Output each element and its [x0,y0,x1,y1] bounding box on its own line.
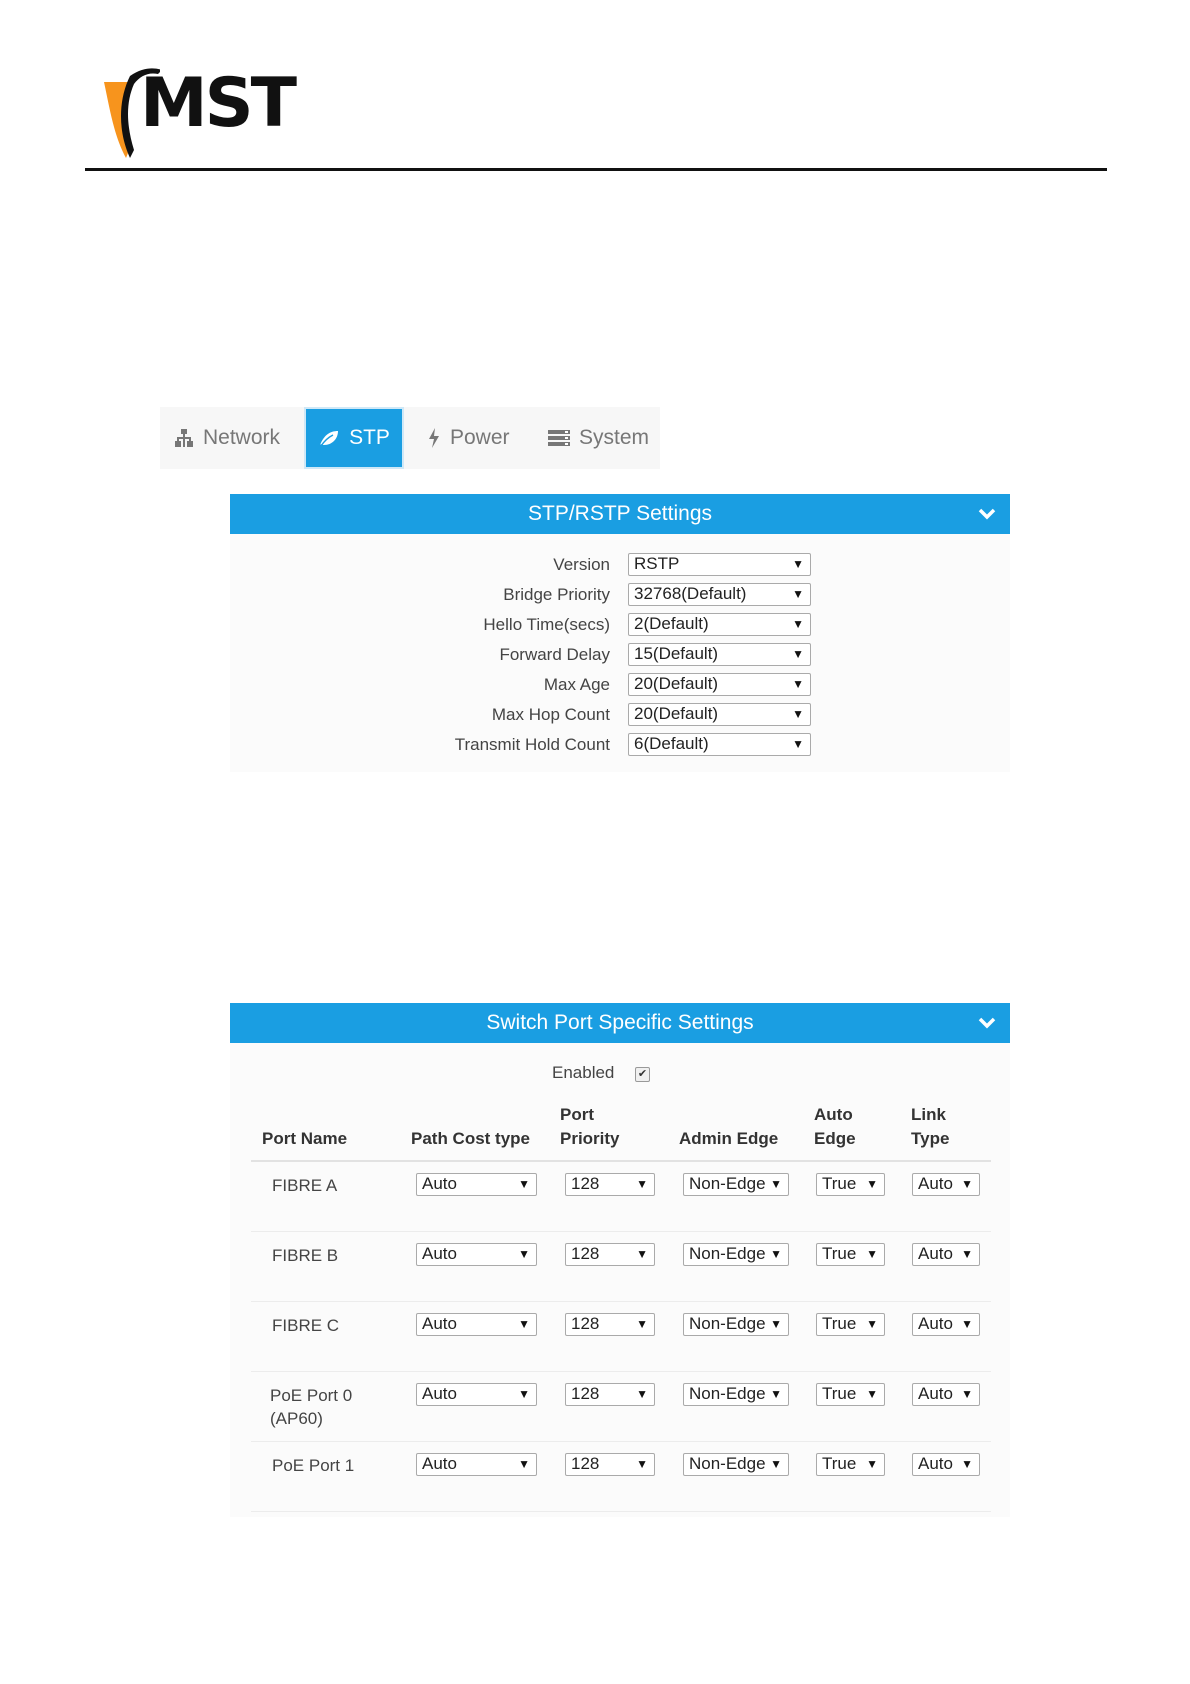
chevron-down-icon[interactable] [978,505,996,523]
dropdown-arrow-icon: ▼ [792,647,804,661]
tab-stp[interactable] [304,407,404,469]
setting-label: Forward Delay [499,645,610,664]
auto-edge-select[interactable]: True ▼ [816,1453,885,1476]
stp-settings-header[interactable] [230,494,1010,534]
dropdown-arrow-icon: ▼ [518,1387,530,1401]
dropdown-arrow-icon: ▼ [518,1247,530,1261]
col-header-admin-edge: Admin Edge [679,1129,779,1148]
tab-bar [160,407,660,469]
dropdown-arrow-icon: ▼ [866,1247,878,1261]
port-priority-select[interactable]: 128 ▼ [565,1313,655,1336]
auto-edge-select[interactable]: True ▼ [816,1383,885,1406]
col-header-auto-edge [814,1103,856,1151]
dropdown-arrow-icon: ▼ [636,1247,648,1261]
switch-port-settings-title: Switch Port Specific Settings [486,1011,754,1034]
stp-settings-body [230,534,1010,772]
port-name: PoE Port 0 (AP60) [270,1386,353,1428]
dropdown-arrow-icon: ▼ [636,1317,648,1331]
dropdown-arrow-icon: ▼ [792,617,804,631]
tab-system[interactable] [548,407,649,469]
row-divider [251,1301,991,1302]
setting-row-bridge-priority [230,581,1010,611]
port-name: PoE Port 1 [272,1456,355,1475]
setting-row-transmit-hold-count [230,731,1010,761]
col-header-line: Edge [814,1129,856,1148]
dropdown-arrow-icon: ▼ [518,1457,530,1471]
transmit-hold-count-select[interactable]: 6(Default) ▼ [628,733,811,756]
dropdown-arrow-icon: ▼ [866,1317,878,1331]
path-cost-select[interactable]: Auto ▼ [416,1313,537,1336]
logo-text: MST [140,64,295,143]
table-header-divider [251,1160,991,1162]
path-cost-select[interactable]: Auto ▼ [416,1173,537,1196]
leaf-icon [318,429,340,447]
setting-label: Transmit Hold Count [454,735,610,754]
port-name: FIBRE A [272,1176,338,1195]
enabled-label: Enabled [552,1063,615,1082]
switch-port-settings-header[interactable] [230,1003,1010,1043]
header-divider [85,168,1107,171]
path-cost-select[interactable]: Auto ▼ [416,1383,537,1406]
dropdown-arrow-icon: ▼ [518,1177,530,1191]
tab-network[interactable] [174,407,280,469]
link-type-select[interactable]: Auto ▼ [912,1243,980,1266]
col-header-line: Port [560,1105,594,1124]
dropdown-arrow-icon: ▼ [961,1177,973,1191]
admin-edge-select[interactable]: Non-Edge ▼ [683,1383,789,1406]
switch-port-settings-body [230,1043,1010,1517]
admin-edge-select[interactable]: Non-Edge ▼ [683,1453,789,1476]
port-name: FIBRE C [272,1316,340,1335]
chevron-down-icon[interactable] [978,1014,996,1032]
bridge-priority-select[interactable]: 32768(Default) ▼ [628,583,811,606]
dropdown-arrow-icon: ▼ [770,1457,782,1471]
server-icon [548,429,570,447]
link-type-select[interactable]: Auto ▼ [912,1453,980,1476]
hello-time-select[interactable]: 2(Default) ▼ [628,613,811,636]
row-divider [251,1371,991,1372]
dropdown-arrow-icon: ▼ [866,1457,878,1471]
stp-settings-title: STP/RSTP Settings [527,502,713,525]
dropdown-arrow-icon: ▼ [636,1457,648,1471]
admin-edge-select[interactable]: Non-Edge ▼ [683,1243,789,1266]
dropdown-arrow-icon: ▼ [961,1457,973,1471]
version-select[interactable]: RSTP ▼ [628,553,811,576]
dropdown-arrow-icon: ▼ [770,1247,782,1261]
auto-edge-select[interactable]: True ▼ [816,1173,885,1196]
setting-row-version [230,551,1010,581]
dropdown-arrow-icon: ▼ [961,1317,973,1331]
link-type-select[interactable]: Auto ▼ [912,1313,980,1336]
auto-edge-select[interactable]: True ▼ [816,1313,885,1336]
link-type-select[interactable]: Auto ▼ [912,1173,980,1196]
col-header-link-type [911,1103,949,1151]
dropdown-arrow-icon: ▼ [792,587,804,601]
admin-edge-select[interactable]: Non-Edge ▼ [683,1313,789,1336]
setting-label: Bridge Priority [503,585,610,604]
setting-row-hello-time [230,611,1010,641]
col-header-line: Link [911,1105,946,1124]
row-divider [251,1231,991,1232]
port-priority-select[interactable]: 128 ▼ [565,1243,655,1266]
port-name: FIBRE B [272,1246,339,1265]
port-priority-select[interactable]: 128 ▼ [565,1453,655,1476]
setting-label: Version [553,555,610,574]
network-icon [174,429,194,447]
col-header-line: Auto [814,1105,853,1124]
dropdown-arrow-icon: ▼ [866,1387,878,1401]
setting-row-max-age [230,671,1010,701]
col-header-port-priority [560,1103,620,1151]
dropdown-arrow-icon: ▼ [636,1387,648,1401]
setting-row-max-hop-count [230,701,1010,731]
row-divider [251,1441,991,1442]
dropdown-arrow-icon: ▼ [961,1247,973,1261]
dropdown-arrow-icon: ▼ [792,677,804,691]
tab-system-label: System [579,426,650,449]
enabled-checkbox[interactable] [635,1067,650,1082]
link-type-select[interactable]: Auto ▼ [912,1383,980,1406]
tab-power[interactable] [427,407,510,469]
mst-logo [100,62,320,162]
dropdown-arrow-icon: ▼ [792,707,804,721]
path-cost-select[interactable]: Auto ▼ [416,1453,537,1476]
col-header-line: Type [911,1129,950,1148]
col-header-port-name: Port Name [262,1129,348,1148]
max-hop-count-select[interactable]: 20(Default) ▼ [628,703,811,726]
dropdown-arrow-icon: ▼ [770,1387,782,1401]
dropdown-arrow-icon: ▼ [866,1177,878,1191]
setting-label: Hello Time(secs) [483,615,610,634]
col-header-line: Priority [560,1129,620,1148]
dropdown-arrow-icon: ▼ [770,1317,782,1331]
admin-edge-select[interactable]: Non-Edge ▼ [683,1173,789,1196]
dropdown-arrow-icon: ▼ [770,1177,782,1191]
path-cost-select[interactable]: Auto ▼ [416,1243,537,1266]
dropdown-arrow-icon: ▼ [636,1177,648,1191]
tab-power-label: Power [450,426,510,449]
port-priority-select[interactable]: 128 ▼ [565,1383,655,1406]
setting-label: Max Age [543,675,610,694]
check-icon: ✔ [637,1068,648,1080]
dropdown-arrow-icon: ▼ [961,1387,973,1401]
row-divider [251,1511,991,1512]
tab-stp-label: STP [349,426,390,449]
dropdown-arrow-icon: ▼ [792,737,804,751]
dropdown-arrow-icon: ▼ [792,557,804,571]
dropdown-arrow-icon: ▼ [518,1317,530,1331]
setting-row-forward-delay [230,641,1010,671]
auto-edge-select[interactable]: True ▼ [816,1243,885,1266]
tab-network-label: Network [203,426,281,449]
forward-delay-select[interactable]: 15(Default) ▼ [628,643,811,666]
port-priority-select[interactable]: 128 ▼ [565,1173,655,1196]
bolt-icon [427,428,441,448]
col-header-path-cost: Path Cost type [411,1129,531,1148]
setting-label: Max Hop Count [491,705,610,724]
max-age-select[interactable]: 20(Default) ▼ [628,673,811,696]
